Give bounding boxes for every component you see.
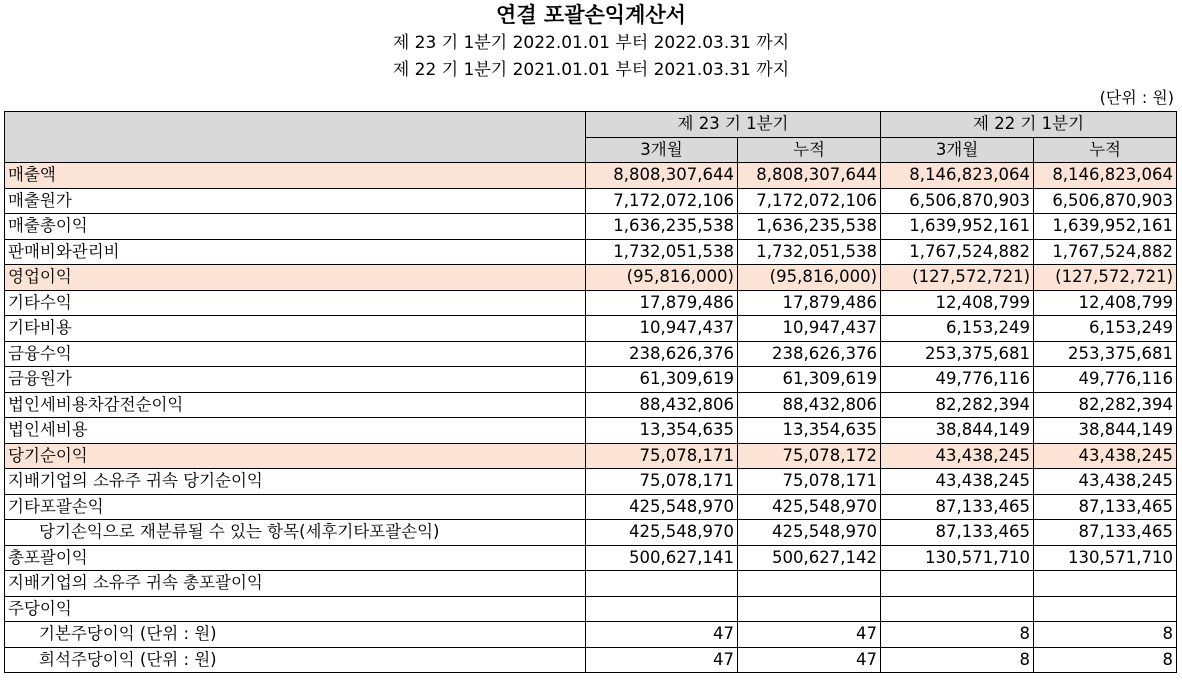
value-current-cumulative: 10,947,437: [738, 316, 881, 342]
header-prior-3m: 3개월: [881, 137, 1034, 163]
table-row: [5, 367, 1177, 393]
row-label: 기타포괄손익: [5, 494, 586, 520]
value-prior-3m: 1,767,524,882: [881, 239, 1034, 265]
table-row: [5, 622, 1177, 648]
value-current-3m: 47: [586, 647, 738, 673]
table-row: [5, 392, 1177, 418]
value-current-3m: 47: [586, 622, 738, 648]
value-prior-3m: 1,639,952,161: [881, 214, 1034, 240]
value-prior-cumulative: 12,408,799: [1034, 290, 1177, 316]
value-prior-3m: 87,133,465: [881, 520, 1034, 546]
value-current-cumulative: [738, 571, 881, 597]
table-row: [5, 545, 1177, 571]
value-prior-3m: 6,506,870,903: [881, 188, 1034, 214]
value-prior-cumulative: 43,438,245: [1034, 469, 1177, 495]
value-current-cumulative: 425,548,970: [738, 520, 881, 546]
table-body: [5, 163, 1177, 673]
table-row: [5, 188, 1177, 214]
value-current-3m: 425,548,970: [586, 520, 738, 546]
unit-label: (단위 : 원): [1099, 88, 1174, 107]
header-blank-cell: [5, 112, 586, 163]
value-prior-cumulative: 8,146,823,064: [1034, 163, 1177, 189]
table-row: [5, 290, 1177, 316]
value-current-3m: 7,172,072,106: [586, 188, 738, 214]
statement-title: 연결 포괄손익계산서: [496, 3, 686, 27]
value-current-cumulative: [738, 596, 881, 622]
value-prior-3m: 38,844,149: [881, 418, 1034, 444]
value-prior-3m: 87,133,465: [881, 494, 1034, 520]
row-label: 총포괄이익: [5, 545, 586, 571]
header-group-current: 제 23 기 1분기: [586, 112, 881, 138]
value-prior-cumulative: 1,767,524,882: [1034, 239, 1177, 265]
value-current-3m: 238,626,376: [586, 341, 738, 367]
value-current-3m: [586, 571, 738, 597]
value-prior-3m: 43,438,245: [881, 443, 1034, 469]
table-row: [5, 571, 1177, 597]
value-prior-3m: [881, 596, 1034, 622]
period-prior: 제 22 기 1분기 2021.01.01 부터 2021.03.31 까지: [392, 60, 790, 80]
value-prior-cumulative: (127,572,721): [1034, 265, 1177, 291]
value-prior-3m: (127,572,721): [881, 265, 1034, 291]
row-label: 당기손익으로 재분류될 수 있는 항목(세후기타포괄손익): [5, 520, 586, 546]
value-current-3m: 425,548,970: [586, 494, 738, 520]
value-prior-cumulative: 38,844,149: [1034, 418, 1177, 444]
row-label: 매출액: [5, 163, 586, 189]
value-prior-3m: 6,153,249: [881, 316, 1034, 342]
table-header: [5, 112, 1177, 163]
table-row: [5, 647, 1177, 673]
value-prior-3m: [881, 571, 1034, 597]
value-current-3m: (95,816,000): [586, 265, 738, 291]
value-current-cumulative: 88,432,806: [738, 392, 881, 418]
row-label: 지배기업의 소유주 귀속 당기순이익: [5, 469, 586, 495]
table-row: [5, 596, 1177, 622]
period-current: 제 23 기 1분기 2022.01.01 부터 2022.03.31 까지: [392, 33, 790, 53]
value-current-3m: 75,078,171: [586, 443, 738, 469]
value-current-3m: 88,432,806: [586, 392, 738, 418]
header-row-groups: [5, 112, 1177, 138]
row-label: 매출총이익: [5, 214, 586, 240]
value-current-3m: 75,078,171: [586, 469, 738, 495]
value-prior-3m: 8,146,823,064: [881, 163, 1034, 189]
value-current-3m: 10,947,437: [586, 316, 738, 342]
value-current-cumulative: (95,816,000): [738, 265, 881, 291]
value-prior-3m: 130,571,710: [881, 545, 1034, 571]
value-prior-cumulative: [1034, 596, 1177, 622]
value-current-cumulative: 1,636,235,538: [738, 214, 881, 240]
value-current-3m: 13,354,635: [586, 418, 738, 444]
row-label: 판매비와관리비: [5, 239, 586, 265]
value-current-3m: [586, 596, 738, 622]
table-row: [5, 494, 1177, 520]
row-label: 매출원가: [5, 188, 586, 214]
row-label: 영업이익: [5, 265, 586, 291]
row-label: 지배기업의 소유주 귀속 총포괄이익: [5, 571, 586, 597]
value-prior-cumulative: 6,506,870,903: [1034, 188, 1177, 214]
row-label: 당기순이익: [5, 443, 586, 469]
header-prior-cumulative: 누적: [1034, 137, 1177, 163]
row-label: 기타비용: [5, 316, 586, 342]
header-current-3m: 3개월: [586, 137, 738, 163]
row-label: 기본주당이익 (단위 : 원): [5, 622, 586, 648]
value-prior-3m: 12,408,799: [881, 290, 1034, 316]
row-label: 희석주당이익 (단위 : 원): [5, 647, 586, 673]
value-current-3m: 17,879,486: [586, 290, 738, 316]
row-label: 기타수익: [5, 290, 586, 316]
value-current-cumulative: 47: [738, 647, 881, 673]
table-row: [5, 469, 1177, 495]
value-prior-cumulative: 1,639,952,161: [1034, 214, 1177, 240]
value-prior-cumulative: 82,282,394: [1034, 392, 1177, 418]
value-current-cumulative: 1,732,051,538: [738, 239, 881, 265]
row-label: 금융수익: [5, 341, 586, 367]
value-current-3m: 8,808,307,644: [586, 163, 738, 189]
row-label: 주당이익: [5, 596, 586, 622]
header-group-prior: 제 22 기 1분기: [881, 112, 1177, 138]
value-prior-cumulative: 130,571,710: [1034, 545, 1177, 571]
value-prior-cumulative: 87,133,465: [1034, 520, 1177, 546]
value-current-cumulative: 425,548,970: [738, 494, 881, 520]
header-current-cumulative: 누적: [738, 137, 881, 163]
value-prior-cumulative: 87,133,465: [1034, 494, 1177, 520]
value-current-cumulative: 75,078,171: [738, 469, 881, 495]
value-prior-3m: 8: [881, 622, 1034, 648]
table-row: [5, 163, 1177, 189]
table-row: [5, 214, 1177, 240]
value-current-cumulative: 8,808,307,644: [738, 163, 881, 189]
value-prior-cumulative: 8: [1034, 647, 1177, 673]
value-current-cumulative: 500,627,142: [738, 545, 881, 571]
value-current-cumulative: 61,309,619: [738, 367, 881, 393]
value-current-cumulative: 47: [738, 622, 881, 648]
table-row: [5, 443, 1177, 469]
value-prior-3m: 8: [881, 647, 1034, 673]
table-row: [5, 418, 1177, 444]
value-prior-cumulative: 253,375,681: [1034, 341, 1177, 367]
value-current-cumulative: 7,172,072,106: [738, 188, 881, 214]
table-row: [5, 316, 1177, 342]
value-prior-3m: 253,375,681: [881, 341, 1034, 367]
value-prior-3m: 82,282,394: [881, 392, 1034, 418]
value-current-3m: 61,309,619: [586, 367, 738, 393]
value-prior-cumulative: 8: [1034, 622, 1177, 648]
row-label: 금융원가: [5, 367, 586, 393]
value-current-cumulative: 13,354,635: [738, 418, 881, 444]
value-current-cumulative: 75,078,172: [738, 443, 881, 469]
table-row: [5, 265, 1177, 291]
table-row: [5, 341, 1177, 367]
value-prior-cumulative: 43,438,245: [1034, 443, 1177, 469]
value-prior-3m: 49,776,116: [881, 367, 1034, 393]
row-label: 법인세비용차감전순이익: [5, 392, 586, 418]
value-current-3m: 1,732,051,538: [586, 239, 738, 265]
income-statement-table: [4, 111, 1177, 673]
value-prior-3m: 43,438,245: [881, 469, 1034, 495]
value-current-cumulative: 17,879,486: [738, 290, 881, 316]
value-current-3m: 500,627,141: [586, 545, 738, 571]
value-prior-cumulative: 49,776,116: [1034, 367, 1177, 393]
table-row: [5, 520, 1177, 546]
row-label: 법인세비용: [5, 418, 586, 444]
value-current-3m: 1,636,235,538: [586, 214, 738, 240]
value-prior-cumulative: 6,153,249: [1034, 316, 1177, 342]
value-current-cumulative: 238,626,376: [738, 341, 881, 367]
table-row: [5, 239, 1177, 265]
value-prior-cumulative: [1034, 571, 1177, 597]
